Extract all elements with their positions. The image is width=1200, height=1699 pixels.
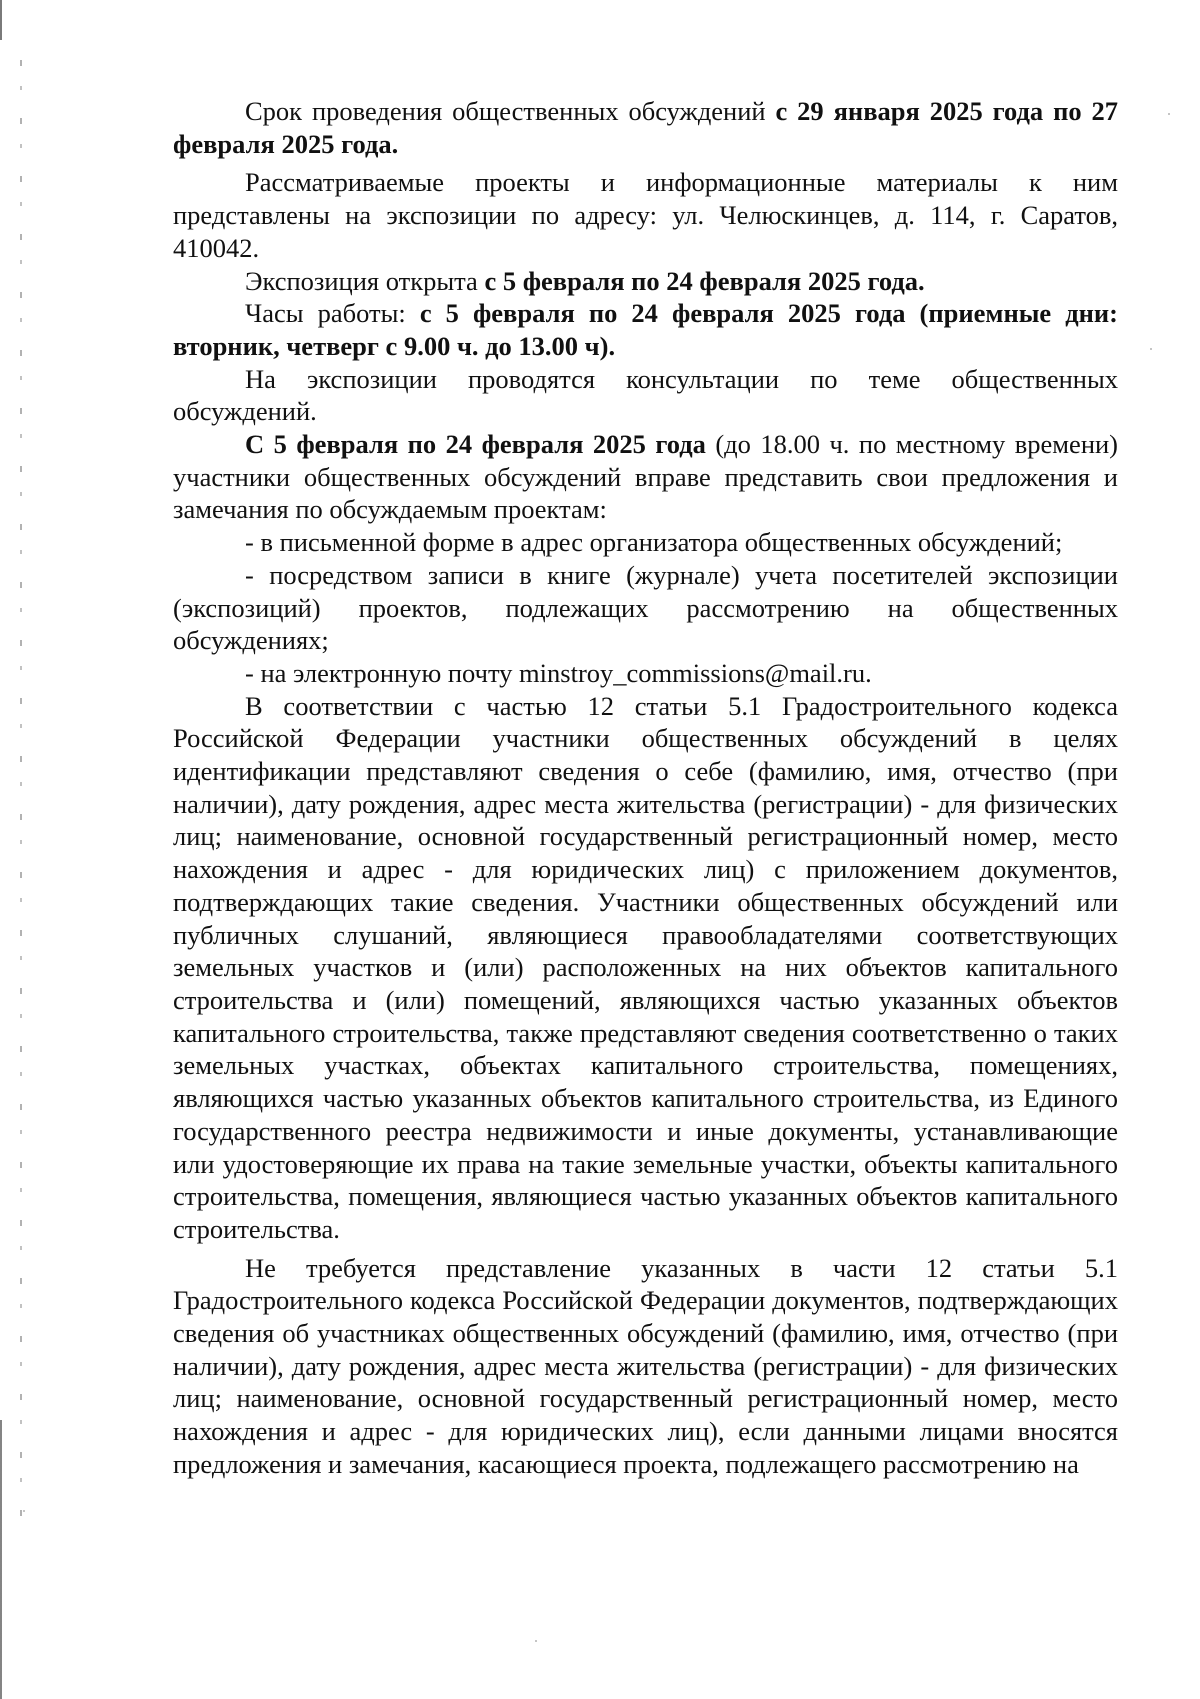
scan-edge [0,0,2,1699]
paragraph-hours: Часы работы: с 5 февраля по 24 февраля 2025 года (приемные дни: вторник, четверг с 9.00 ч. до 13.00 ч). [173,298,1118,361]
scan-speck [1168,113,1170,115]
paragraph-period: Срок проведения общественных обсуждений с 29 января 2025 года по 27 февраля 2025 года. [173,96,1118,159]
list-item-email: - на электронную почту minstroy_commissions@mail.ru. [245,657,872,688]
paragraph-not-required: Не требуется представление указанных в части 12 статьи 5.1 Градостроительного кодекса Российской Федерации документов, подтверждающих сведения об участниках общественных обсуждений (фамилию, имя, отчество (при наличии), дату рождения, адрес места жительства (регистрации) - для физических лиц; наименование, основной государственный регистрационный номер, место нахождения и адрес - для юридических лиц), если данными лицами вносятся предложения и замечания, касающиеся проекта, подлежащего рассмотрению на [173,1252,1118,1479]
paragraph-materials: Рассматриваемые проекты и информационные материалы к ним представлены на экспозиции по адресу: ул. Челюскинцев, д. 114, г. Саратов, 410042. [173,167,1118,263]
paragraph-proposals: С 5 февраля по 24 февраля 2025 года (до 18.00 ч. по местному времени) участники общественных обсуждений вправе представить свои предложения и замечания по обсуждаемым проектам: [173,429,1119,525]
scan-speck [1150,348,1152,350]
paragraph-exposition: Экспозиция открыта с 5 февраля по 24 февраля 2025 года. [245,265,925,296]
list-item-written: - в письменной форме в адрес организатора общественных обсуждений; [245,527,1063,558]
scan-punch-marks [20,60,22,1520]
list-item-book: - посредством записи в книге (журнале) учета посетителей экспозиции (экспозиций) проектов, подлежащих рассмотрению на общественных обсуждениях; [173,559,1118,656]
paragraph-article-12: В соответствии с частью 12 статьи 5.1 Градостроительного кодекса Российской Федерации участники общественных обсуждений в целях идентификации представляют сведения о себе (фамилию, имя, отчество (при наличии), дату рождения, адрес места жительства (регистрации) - для физических лиц; наименование, основной государственный регистрационный номер, место нахождения и адрес - для юридических лиц) с приложением документов, подтверждающих такие сведения. Участники общественных обсуждений или публичных слушаний, являющиеся правообладателями соответствующих земельных участков и (или) расположенных на них объектов капитального строительства и (или) помещений, являющихся частью указанных объектов капитального строительства, также представляют сведения соответственно о таких земельных участках, объектах капитального строительства, помещениях, являющихся частью указанных объектов капитального строительства, из Единого государственного реестра недвижимости и иные документы, устанавливающие или удостоверяющие их права на такие земельные участки, объекты капитального строительства, помещения, являющиеся частью указанных объектов капитального строительства. [173,690,1118,1244]
document-body [173,95,1118,1481]
scan-speck [535,1640,537,1642]
paragraph-consultations: На экспозиции проводятся консультации по теме общественных обсуждений. [173,363,1118,427]
scan-speck [23,1510,25,1512]
